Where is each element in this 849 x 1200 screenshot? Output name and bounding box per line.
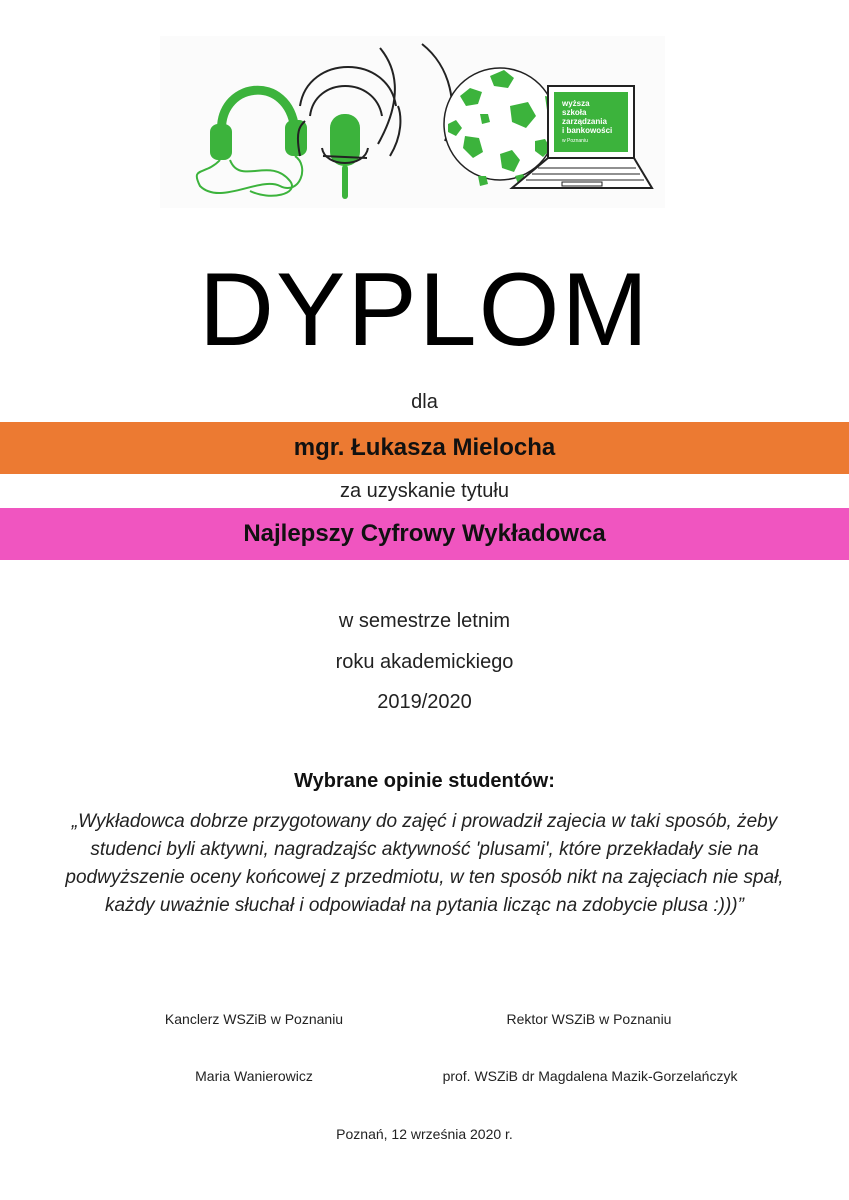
chancellor-role: Kanclerz WSZiB w Poznaniu — [164, 1011, 344, 1027]
academic-year: 2019/2020 — [377, 691, 472, 713]
recipient-band — [0, 422, 849, 474]
rector-role: Rektor WSZiB w Poznaniu — [506, 1011, 672, 1027]
logo-line-2: szkoła — [562, 108, 587, 117]
for-label: dla — [411, 391, 438, 413]
award-intro: za uzyskanie tytułu — [340, 480, 509, 502]
headphones-icon — [197, 90, 307, 196]
quote-line: „Wykładowca dobrze przygotowany do zajęć i prowadził zajecia w taki sposób, żeby — [71, 811, 778, 832]
quote-line: każdy uważnie słuchał i odpowiadał na pytania licząc na zdobycie plusa :)))” — [105, 895, 744, 916]
rector-name: prof. WSZiB dr Magdalena Mazik-Gorzelańczyk — [442, 1068, 738, 1084]
logo-line-4: i bankowości — [562, 126, 613, 135]
quote-line: podwyższenie oceny końcowej z przedmiotu, w ten sposób nikt na zajęciach nie spał, — [65, 867, 784, 888]
recipient-name: mgr. Łukasza Mielocha — [293, 434, 556, 461]
logo-line-1: wyższa — [562, 99, 590, 108]
award-title: Najlepszy Cyfrowy Wykładowca — [243, 520, 606, 547]
logo-line-3: zarządzania — [562, 117, 607, 126]
microphone-icon — [298, 44, 452, 196]
diploma-title: DYPLOM — [198, 252, 651, 368]
student-quote — [40, 808, 809, 920]
period-line-2: roku akademickiego — [335, 651, 514, 673]
opinions-heading: Wybrane opinie studentów: — [294, 770, 555, 792]
place-date: Poznań, 12 września 2020 r. — [336, 1126, 513, 1142]
quote-line: studenci byli aktywni, nagradzajśc aktywność 'plusami', które przekładały sie na — [90, 839, 759, 860]
award-band — [0, 508, 849, 560]
chancellor-name: Maria Wanierowicz — [195, 1068, 313, 1084]
header-illustration — [160, 36, 665, 208]
period-line-1: w semestrze letnim — [338, 610, 511, 632]
logo-line-5: w Poznaniu — [562, 138, 588, 144]
